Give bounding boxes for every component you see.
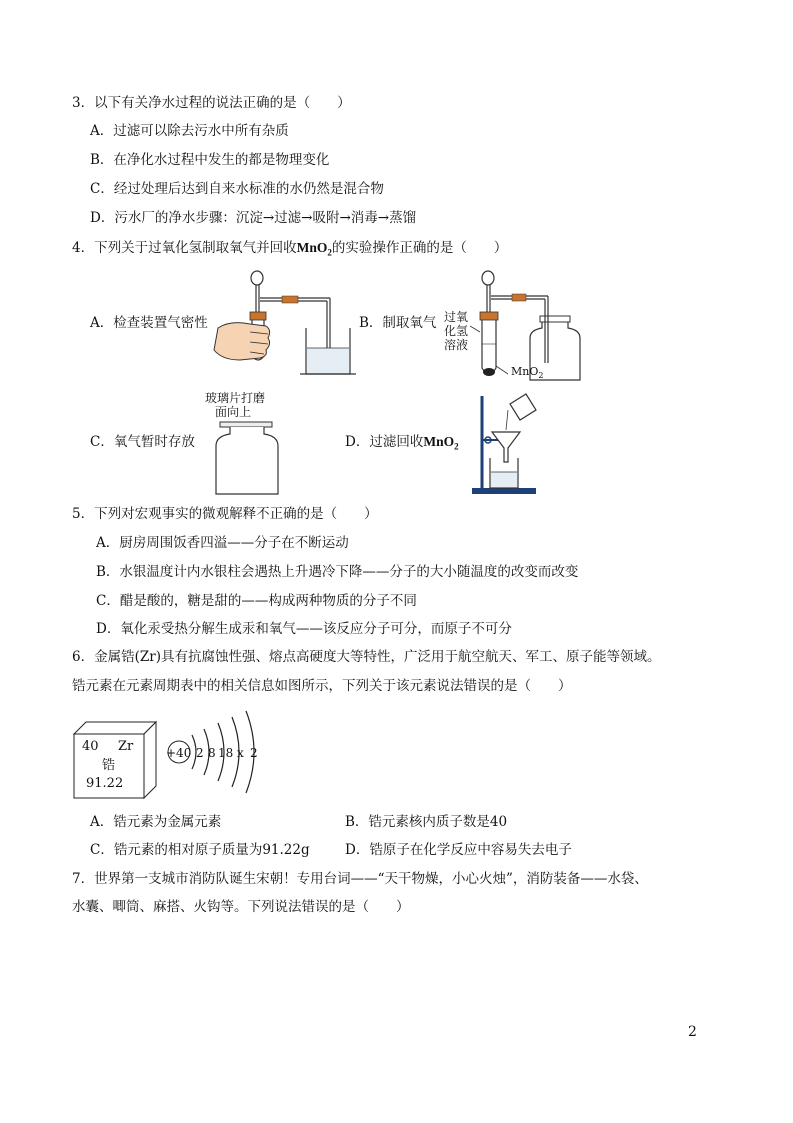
q7-stem-line2: 水囊、唧筒、麻搭、火钩等。下列说法错误的是（ ）: [72, 899, 410, 915]
q3-stem: 3．以下有关净水过程的说法正确的是（ ）: [72, 95, 351, 111]
q5-option-c: C．醋是酸的，糖是甜的——构成两种物质的分子不同: [96, 593, 417, 609]
q3-option-b: B．在净化水过程中发生的都是物理变化: [90, 152, 330, 168]
q5-option-b: B．水银温度计内水银柱会遇热上升遇冷下降——分子的大小随温度的改变而改变: [96, 564, 579, 580]
label-ground-glass-1: 玻璃片打磨: [205, 391, 266, 405]
q5-stem: 5．下列对宏观事实的微观解释不正确的是（ ）: [72, 506, 378, 522]
label-hydrogen-peroxide-2: 化氢: [444, 324, 469, 338]
q6-option-c: C．锆元素的相对原子质量为91.22g: [90, 842, 310, 858]
figure-filtration: [470, 392, 550, 497]
q4-stem-post: 的实验操作正确的是（ ）: [331, 240, 508, 256]
cell-symbol: Zr: [118, 739, 134, 754]
nucleus-charge: +40: [166, 746, 192, 760]
q7-stem-line1: 7．世界第一支城市消防队诞生宋朝！专用台词——“天干物燥，小心火烛”，消防装备——水袋、: [72, 871, 648, 887]
cell-element-name: 锆: [102, 758, 116, 773]
shell-5-electrons: 2: [250, 746, 258, 760]
q4-stem-sub: 2: [327, 247, 332, 258]
label-mno2-sub: 2: [538, 371, 544, 381]
shell-1-electrons: 2: [196, 746, 204, 760]
q4-option-d-chem: MnO: [423, 434, 455, 449]
q6-stem-line2: 锆元素在元素周期表中的相关信息如图所示，下列关于该元素说法错误的是（ ）: [72, 678, 572, 694]
q4-stem-pre: 4．下列关于过氧化氢制取氧气并回收: [72, 240, 297, 256]
q4-stem: [72, 239, 507, 262]
figure-airtightness-check: [210, 268, 360, 380]
cell-atomic-number: 40: [82, 739, 99, 754]
q4-option-d-text: D．过滤回收: [345, 434, 424, 450]
q4-option-d-sub: 2: [454, 441, 459, 452]
figure-gas-jar: [212, 420, 282, 495]
q5-option-d: D．氧化汞受热分解生成汞和氧气——该反应分子可分，而原子不可分: [96, 621, 512, 637]
q3-option-c: C．经过处理后达到自来水标准的水仍然是混合物: [90, 181, 384, 197]
shell-3-electrons: 18: [218, 746, 234, 760]
cell-atomic-mass: 91.22: [86, 776, 124, 791]
label-hydrogen-peroxide-1: 过氧: [444, 310, 469, 324]
shell-4-electrons: x: [237, 746, 244, 760]
q4-stem-chem: MnO: [296, 240, 328, 255]
q4-option-a: A．检查装置气密性: [90, 315, 208, 331]
shell-2-electrons: 8: [208, 746, 216, 760]
q6-option-a: A．锆元素为金属元素: [90, 814, 222, 830]
q6-option-b: B．锆元素核内质子数是40: [345, 814, 508, 830]
q5-option-a: A．厨房周围饭香四溢——分子在不断运动: [96, 535, 349, 551]
page-number: 2: [688, 1024, 697, 1040]
q4-option-c: C．氧气暂时存放: [90, 434, 195, 450]
q4-option-b: B．制取氧气: [359, 315, 437, 331]
q3-option-a: A．过滤可以除去污水中所有杂质: [90, 123, 289, 139]
q4-option-d: [345, 433, 459, 456]
label-mno2: [511, 365, 543, 383]
label-hydrogen-peroxide-3: 溶液: [444, 338, 469, 352]
q3-option-d: D．污水厂的净水步骤：沉淀→过滤→吸附→消毒→蒸馏: [90, 210, 417, 226]
q6-stem-line1: 6．金属锆(Zr)具有抗腐蚀性强、熔点高硬度大等特性，广泛用于航空航天、军工、原子能等领域。: [72, 649, 661, 665]
label-ground-glass-2: 面向上: [215, 405, 252, 419]
q6-option-d: D．锆原子在化学反应中容易失去电子: [345, 842, 572, 858]
label-mno2-text: MnO: [511, 365, 539, 378]
